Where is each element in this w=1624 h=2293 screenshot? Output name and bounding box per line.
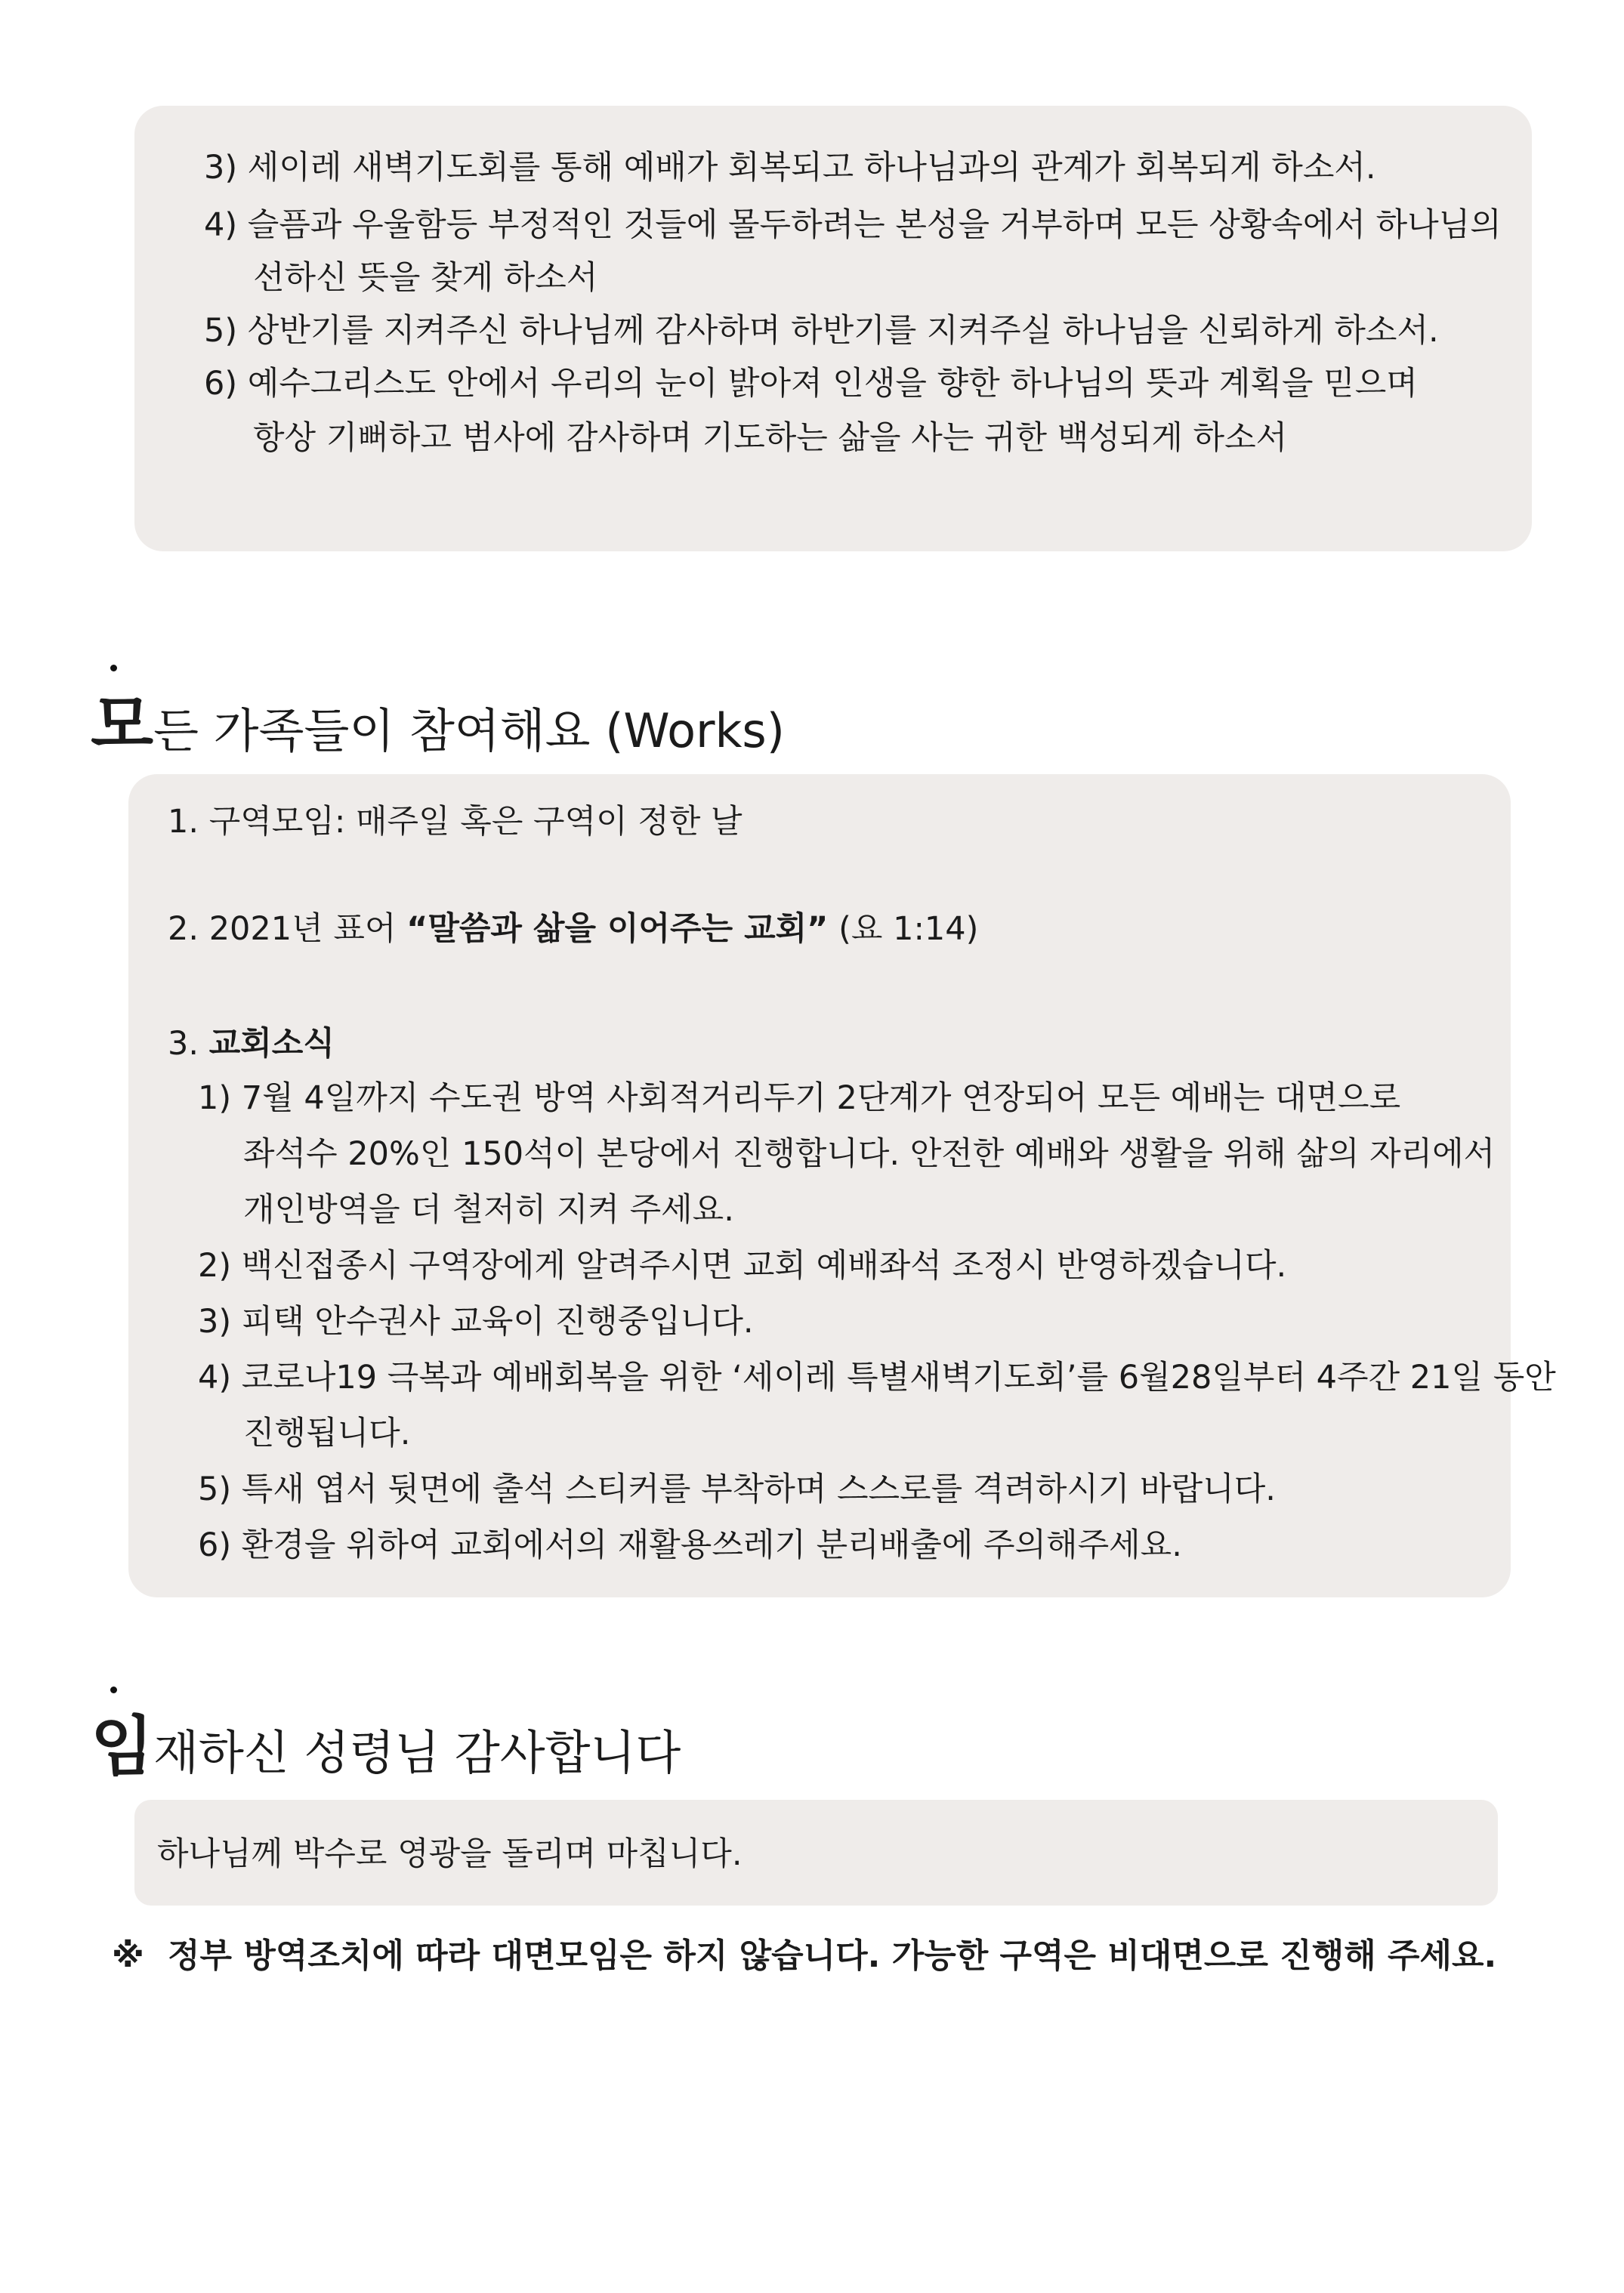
initial-dot bbox=[110, 665, 117, 671]
news-item-2: 2) 백신접종시 구역장에게 알려주시면 교회 예배좌석 조정시 반영하겠습니다. bbox=[198, 1247, 1287, 1285]
works-item-2 bbox=[168, 906, 978, 952]
news-item-1-cont-a: 좌석수 20%인 150석이 본당에서 진행합니다. 안전한 예배와 생활을 위해 삶의 자리에서 bbox=[243, 1135, 1496, 1173]
news-item-5: 5) 특새 엽서 뒷면에 출석 스티커를 부착하며 스스로를 격려하시기 바랍니다. bbox=[198, 1471, 1276, 1508]
news-item-6: 6) 환경을 위하여 교회에서의 재활용쓰레기 분리배출에 주의해주세요. bbox=[198, 1526, 1182, 1564]
initial-dot bbox=[110, 1687, 117, 1693]
section-title-works-initial: 모 bbox=[91, 687, 153, 763]
news-item-3: 3) 피택 안수권사 교육이 진행중입니다. bbox=[198, 1303, 754, 1341]
news-item-4: 4) 코로나19 극복과 예배회복을 위한 ‘세이레 특별새벽기도회’를 6월28일부터 4주간 21일 동안 bbox=[198, 1359, 1556, 1396]
prayer-item-6-cont: 항상 기뻐하고 범사에 감사하며 기도하는 삶을 사는 귀한 백성되게 하소서 bbox=[253, 419, 1288, 457]
motto: “말씀과 삶을 이어주는 교회” bbox=[406, 910, 829, 948]
prayer-item-4-cont: 선하신 뜻을 찾게 하소서 bbox=[253, 259, 598, 297]
works-item-1: 1. 구역모임: 매주일 혹은 구역이 정한 날 bbox=[168, 803, 743, 841]
prayer-item-5: 5) 상반기를 지켜주신 하나님께 감사하며 하반기를 지켜주실 하나님을 신뢰하게 하소서. bbox=[204, 312, 1439, 350]
section-title-spirit bbox=[91, 1694, 681, 1788]
news-item-4-cont: 진행됩니다. bbox=[243, 1415, 411, 1452]
prayer-item-3: 3) 세이레 새벽기도회를 통해 예배가 회복되고 하나님과의 관계가 회복되게 하소서. bbox=[204, 149, 1376, 187]
prayer-item-4: 4) 슬픔과 우울함등 부정적인 것들에 몰두하려는 본성을 거부하며 모든 상황속에서 하나님의 bbox=[204, 206, 1502, 244]
news-item-1-cont-b: 개인방역을 더 철저히 지켜 주세요. bbox=[243, 1191, 734, 1229]
church-news-title: 교회소식 bbox=[208, 1025, 335, 1063]
prayer-item-6: 6) 예수그리스도 안에서 우리의 눈이 밝아져 인생을 향한 하나님의 뜻과 계획을 믿으며 bbox=[204, 365, 1418, 403]
section-title-spirit-rest: 재하신 성령님 감사합니다 bbox=[153, 1725, 681, 1780]
news-item-1: 1) 7월 4일까지 수도권 방역 사회적거리두기 2단계가 연장되어 모든 예배는 대면으로 bbox=[198, 1079, 1401, 1117]
section-title-works-rest: 든 가족들이 참여해요 (Works) bbox=[153, 703, 785, 758]
closing-text: 하나님께 박수로 영광을 돌리며 마칩니다. bbox=[157, 1835, 743, 1873]
section-title-works bbox=[91, 672, 785, 766]
works-item-3 bbox=[168, 1021, 335, 1066]
works-item-3-num: 3. bbox=[168, 1025, 209, 1063]
notice-text: 정부 방역조치에 따라 대면모임은 하지 않습니다. 가능한 구역은 비대면으로 진행해 주세요. bbox=[168, 1937, 1497, 1975]
section-title-spirit-initial: 임 bbox=[91, 1709, 153, 1785]
motto-reference: (요 1:14) bbox=[828, 910, 979, 948]
notice-mark: ※ bbox=[112, 1937, 144, 1975]
works-item-2-prefix: 2. 2021년 표어 bbox=[168, 910, 407, 948]
